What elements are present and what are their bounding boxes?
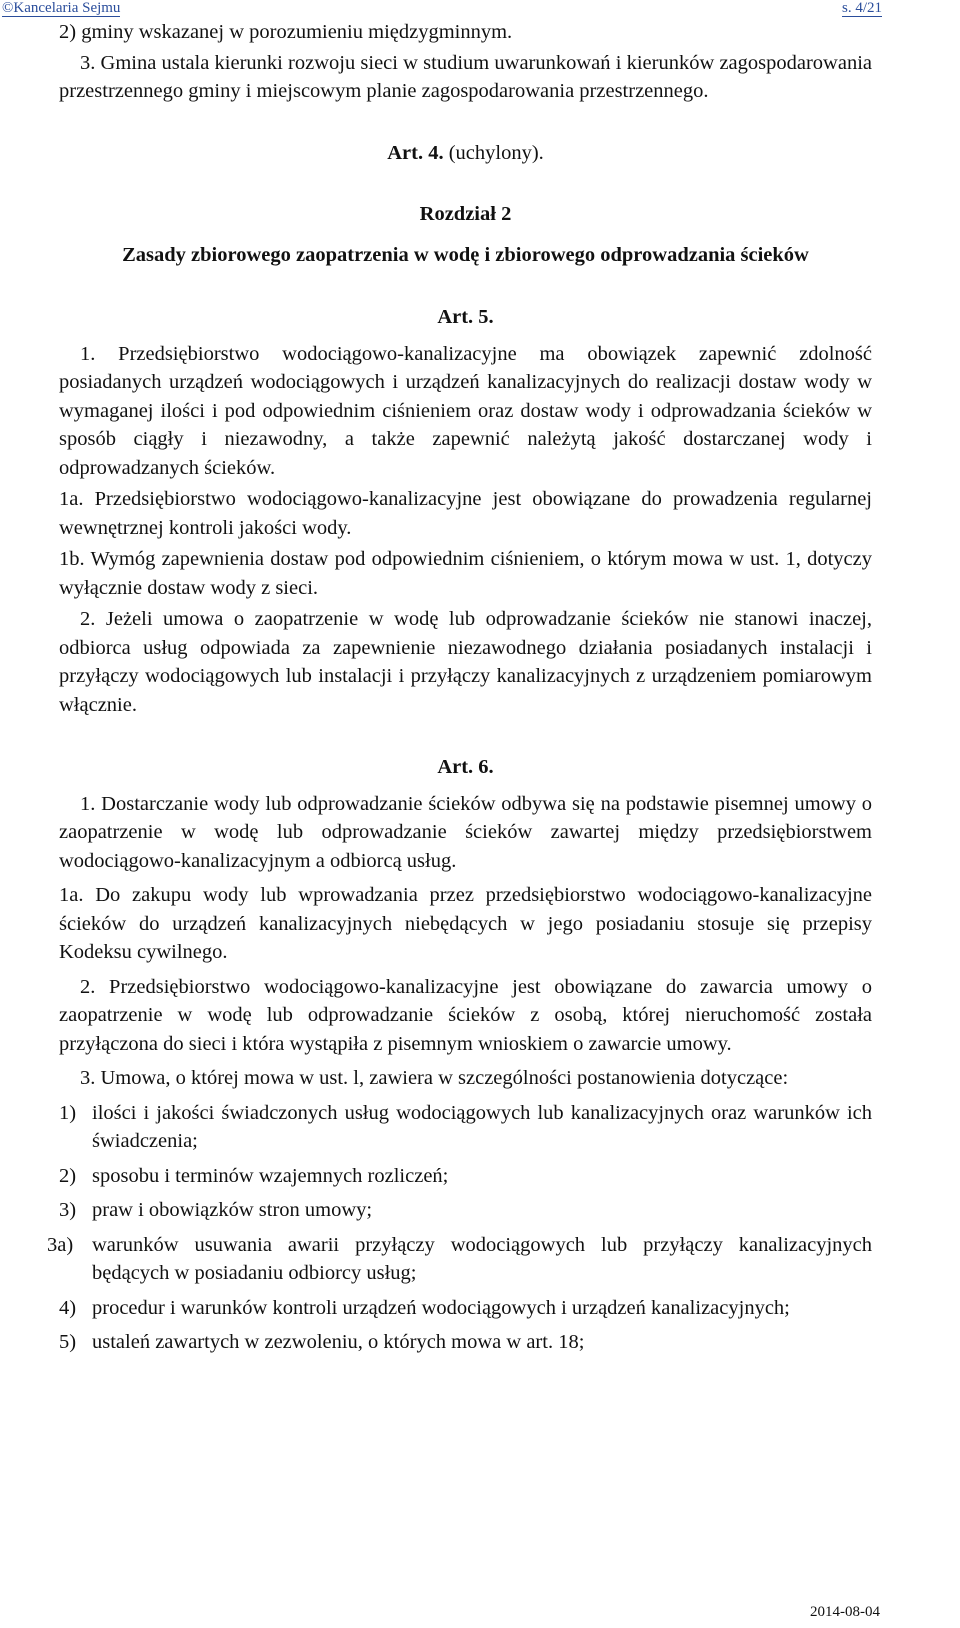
art-4-title: Art. 4. — [387, 141, 444, 164]
list-item-number: 1) — [59, 1101, 77, 1124]
art-5-para-1a: 1a. Przedsiębiorstwo wodociągowo-kanalizacyjne jest obowiązane do prowadzenia regularnej wewnętrznej kontroli jakości wody. — [59, 488, 872, 539]
list-item-number: 5) — [59, 1331, 77, 1353]
source-link[interactable]: ©Kancelaria Sejmu — [2, 0, 121, 16]
list-item-number: 3a) — [47, 1233, 74, 1256]
art-6-para-3: 3. Umowa, o której mowa w ust. l, zawiera w szczególności postanowienia dotyczące: — [80, 1067, 789, 1089]
chapter-title: Zasady zbiorowego zaopatrzenia w wodę i zbiorowego odprowadzania ścieków — [122, 243, 809, 266]
art-5-para-1b: 1b. Wymóg zapewnienia dostaw pod odpowiednim ciśnieniem, o którym mowa w ust. 1, dotyczy wyłącznie dostaw wody z sieci. — [59, 548, 872, 599]
art-6-para-1a: 1a. Do zakupu wody lub wprowadzania przez przedsiębiorstwo wodociągowo-kanalizacyjne ścieków do urządzeń kanalizacyjnych niebędących w jego posiadaniu stosuje się przepisy Kodeksu cywilnego. — [59, 884, 872, 963]
page-header — [0, 0, 960, 18]
list-item — [59, 1162, 872, 1191]
list-item — [59, 1328, 872, 1357]
footer-date: 2014-08-04 — [810, 1604, 880, 1620]
art-5-para-2: 2. Jeżeli umowa o zaopatrzenie w wodę lub odprowadzanie ścieków nie stanowi inaczej, odbiorca usług odpowiada za zapewnienie niezawodnego działania posiadanych instalacji i przyłączy wodociągowych lub instalacji i przyłączy kanalizacyjnych z urządzeniem pomiarowym włącznie. — [59, 608, 872, 716]
list-item-text: procedur i warunków kontroli urządzeń wodociągowych i urządzeń kanalizacyjnych; — [92, 1296, 790, 1319]
list-item-text: ustaleń zawartych w zezwoleniu, o których mowa w art. 18; — [92, 1331, 585, 1353]
list-item — [59, 1196, 872, 1225]
art-6-para-1: 1. Dostarczanie wody lub odprowadzanie ścieków odbywa się na podstawie pisemnej umowy o zaopatrzenie w wodę lub odprowadzanie ścieków zawartej między przedsiębiorstwem wodociągowo-kanalizacyjnym a odbiorcą usług. — [59, 792, 872, 872]
list-item — [47, 1231, 872, 1288]
list-item-text: praw i obowiązków stron umowy; — [92, 1199, 373, 1221]
art-6-para-2: 2. Przedsiębiorstwo wodociągowo-kanalizacyjne jest obowiązane do zawarcia umowy o zaopatrzenie w wodę lub odprowadzanie ścieków z osobą, której nieruchomość została przyłączona do sieci i która wystąpiła z pisemnym wnioskiem o zawarcie umowy. — [59, 975, 872, 1055]
art-5-para-1: 1. Przedsiębiorstwo wodociągowo-kanalizacyjne ma obowiązek zapewnić zdolność posiadanych urządzeń wodociągowych i urządzeń kanalizacyjnych do realizacji dostaw wody w wymaganej ilości i pod odpowiednim ciśnieniem oraz dostaw wody i odprowadzania ścieków w sposób ciągły i niezawodny, a także zapewnić należytą jakość dostarczanej wody i odprowadzanych ścieków. — [59, 342, 872, 479]
list-item — [59, 1099, 872, 1156]
chapter-number: Rozdział 2 — [419, 203, 512, 225]
para-3-continuation: 3. Gmina ustala kierunki rozwoju sieci w studium uwarunkowań i kierunków zagospodarowania przestrzennego gminy i miejscowym planie zagospodarowania przestrzennego. — [59, 51, 872, 102]
list-item-text: warunków usuwania awarii przyłączy wodociągowych lub przyłączy kanalizacyjnych będących w posiadaniu odbiorcy usług; — [92, 1233, 872, 1284]
list-item-text: sposobu i terminów wzajemnych rozliczeń; — [92, 1164, 449, 1187]
list-item-number: 4) — [59, 1296, 77, 1319]
art-5-title: Art. 5. — [437, 306, 494, 328]
art-6-title: Art. 6. — [437, 756, 494, 778]
art-4-note: (uchylony). — [443, 141, 544, 164]
document-body — [47, 18, 872, 1357]
art-6-items — [47, 1099, 872, 1357]
list-item — [59, 1294, 872, 1323]
list-item-number: 3) — [59, 1199, 77, 1221]
list-item-number: 2) — [59, 1164, 77, 1187]
art-4-heading — [59, 139, 872, 168]
item-2-continuation: 2) gminy wskazanej w porozumieniu międzygminnym. — [59, 21, 513, 43]
page-number-link[interactable]: s. 4/21 — [841, 0, 882, 16]
list-item-text: ilości i jakości świadczonych usług wodociągowych lub kanalizacyjnych oraz warunków ich świadczenia; — [92, 1101, 872, 1152]
